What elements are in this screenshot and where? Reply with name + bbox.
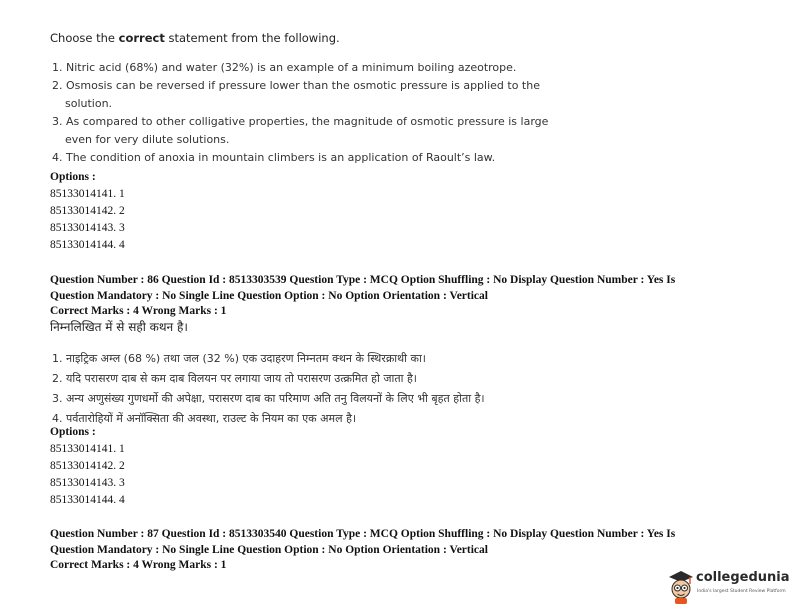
question-85-intro — [50, 31, 340, 45]
option-2: 85133014142. 2 — [50, 205, 125, 217]
question-86-text: निम्नलिखित में से सही कथन है। — [50, 320, 188, 334]
logo-wordmark: collegedunia — [696, 570, 790, 585]
question-86-statements — [52, 349, 485, 429]
question-86-meta — [50, 273, 750, 320]
intro-text: Choose the — [50, 31, 119, 45]
statement-4: 4. The condition of anoxia in mountain climbers is an application of Raoult’s law. — [52, 151, 496, 164]
meta-line-2: Question Mandatory : No Single Line Question Option : No Option Orientation : Vertical — [50, 289, 488, 302]
statement-1: 1. नाइट्रिक अम्ल (68 %) तथा जल (32 %) एक उदाहरण निम्नतम क्थन के स्थिरक्राथी का। — [52, 352, 426, 365]
option-3: 85133014143. 3 — [50, 477, 125, 489]
intro-emphasis: correct — [118, 31, 165, 45]
meta-line-1: Question Number : 86 Question Id : 8513303539 Question Type : MCQ Option Shuffling : No Display Question Number : Yes Is — [50, 274, 676, 286]
question-87-meta — [50, 527, 750, 574]
options-label: Options : — [50, 426, 96, 438]
option-3: 85133014143. 3 — [50, 222, 125, 234]
question-85-statements — [52, 59, 548, 167]
options-label: Options : — [50, 171, 96, 183]
option-4: 85133014144. 4 — [50, 494, 125, 506]
meta-line-2: Question Mandatory : No Single Line Question Option : No Option Orientation : Vertical — [50, 543, 488, 556]
option-1: 85133014141. 1 — [50, 188, 125, 200]
statement-2-continued: solution. — [65, 97, 113, 110]
statement-3-continued: even for very dilute solutions. — [65, 133, 230, 146]
option-1: 85133014141. 1 — [50, 443, 125, 455]
statement-2: 2. यदि परासरण दाब से कम दाब विलयन पर लगाया जाय तो परासरण उत्क्रमित हो जाता है। — [52, 372, 417, 385]
statement-1: 1. Nitric acid (68%) and water (32%) is an example of a minimum boiling azeotrope. — [52, 61, 517, 74]
option-4: 85133014144. 4 — [50, 239, 125, 251]
marks-line: Correct Marks : 4 Wrong Marks : 1 — [50, 305, 227, 317]
collegedunia-logo[interactable] — [666, 569, 790, 605]
option-2: 85133014142. 2 — [50, 460, 125, 472]
question-85-options — [50, 169, 125, 254]
statement-4: 4. पर्वतारोहियों में अनॉक्सिता की अवस्था, राउल्ट के नियम का एक अमल है। — [52, 412, 357, 425]
statement-3: 3. As compared to other colligative properties, the magnitude of osmotic pressure is large — [52, 115, 549, 128]
logo-tagline: India's largest Student Review Platform — [697, 589, 786, 594]
graduate-mascot-icon — [666, 569, 696, 605]
statement-2: 2. Osmosis can be reversed if pressure lower than the osmotic pressure is applied to the — [52, 79, 540, 92]
meta-line-1: Question Number : 87 Question Id : 8513303540 Question Type : MCQ Option Shuffling : No Display Question Number : Yes Is — [50, 528, 676, 540]
intro-text-end: statement from the following. — [164, 31, 340, 45]
marks-line: Correct Marks : 4 Wrong Marks : 1 — [50, 559, 227, 571]
question-86-options — [50, 424, 125, 509]
statement-3: 3. अन्य अणुसंख्य गुणधर्मो की अपेक्षा, परासरण दाब का परिमाण अति तनु विलयनों के लिए भी बृहत होता है। — [52, 392, 485, 405]
